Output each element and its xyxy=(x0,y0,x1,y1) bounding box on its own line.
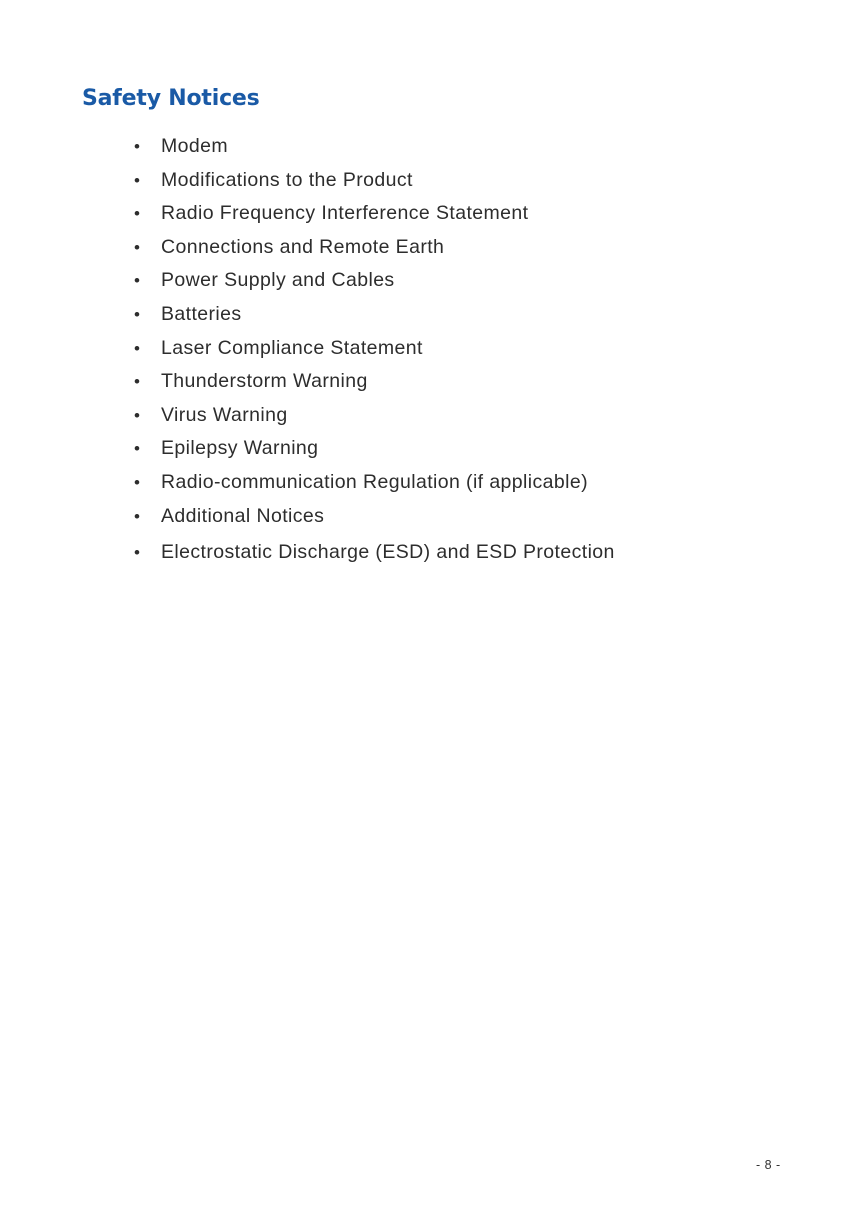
bullet-icon: • xyxy=(134,204,141,224)
list-item-text: Laser Compliance Statement xyxy=(161,336,423,359)
list-item-text: Radio Frequency Interference Statement xyxy=(161,202,529,225)
list-item-text: Connections and Remote Earth xyxy=(161,235,445,258)
list-item-text: Power Supply and Cables xyxy=(161,269,395,292)
list-item-text: Epilepsy Warning xyxy=(161,437,319,460)
list-item-text: Thunderstorm Warning xyxy=(161,370,368,393)
bullet-icon: • xyxy=(134,372,141,392)
bullet-icon: • xyxy=(134,439,141,459)
bullet-icon: • xyxy=(134,304,141,324)
bullet-icon: • xyxy=(134,137,141,156)
bullet-icon: • xyxy=(134,472,141,492)
list-item-text: Modem xyxy=(161,135,229,157)
list-item-text: Modifications to the Product xyxy=(161,168,413,191)
bullet-icon: • xyxy=(134,271,141,291)
bullet-icon: • xyxy=(134,237,141,257)
list-item-text: Additional Notices xyxy=(161,504,325,527)
bullet-icon: • xyxy=(134,405,141,425)
bullet-icon: • xyxy=(134,506,141,526)
list-item-text: Radio-communication Regulation (if applicable) xyxy=(161,470,589,493)
bullet-icon: • xyxy=(134,170,141,190)
bullet-icon: • xyxy=(134,543,141,563)
bullet-icon: • xyxy=(134,338,141,358)
list-item-text: Batteries xyxy=(161,302,242,325)
page-number: - 8 - xyxy=(756,1158,781,1172)
section-heading: Safety Notices xyxy=(82,86,260,111)
list-item-text: Electrostatic Discharge (ESD) and ESD Protection xyxy=(161,541,615,564)
list-item-text: Virus Warning xyxy=(161,403,288,426)
